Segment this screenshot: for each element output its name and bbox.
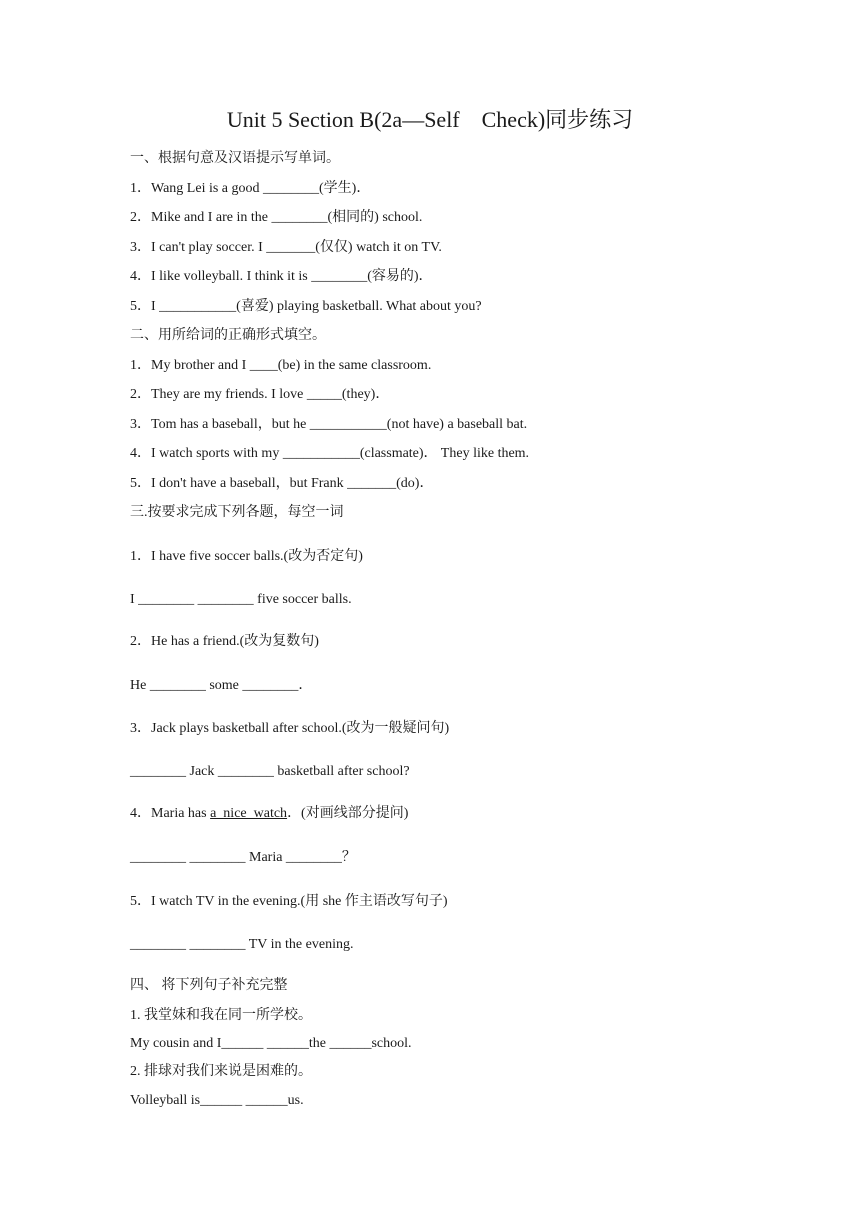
section-3-question-4 — [130, 803, 408, 825]
section-1-item-1: 1．Wang Lei is a good ________(学生)． — [130, 181, 371, 196]
section-3-question-1: 1．I have five soccer balls.(改为否定句) — [130, 549, 363, 564]
question-4-text-before: 4．Maria has — [130, 806, 211, 821]
section-1-item-5: 5．I ___________(喜爱) playing basketball. What about you? — [130, 299, 482, 314]
section-4-heading: 四、 将下列句子补充完整 — [130, 978, 288, 993]
section-3-question-3: 3．Jack plays basketball after school.(改为一般疑问句) — [130, 721, 450, 736]
section-4-chinese-1: 1. 我堂妹和我在同一所学校。 — [130, 1008, 312, 1023]
section-4-english-1: My cousin and I______ ______the ______school. — [130, 1036, 412, 1051]
section-3-answer-5: ________ ________ TV in the evening. — [130, 937, 354, 952]
section-2-item-2: 2．They are my friends. I love _____(they)． — [130, 387, 390, 402]
underlined-phrase: a nice watch — [210, 806, 288, 821]
section-1-heading: 一、根据句意及汉语提示写单词。 — [130, 151, 340, 166]
page-title: Unit 5 Section B(2a—Self Check)同步练习 — [226, 107, 634, 132]
section-3-answer-3: ________ Jack ________ basketball after school? — [130, 764, 410, 779]
question-4-text-after: ．(对画线部分提问) — [287, 806, 409, 821]
section-1-item-3: 3．I can't play soccer. I _______(仅仅) watch it on TV. — [130, 240, 442, 255]
section-3-answer-4: ________ ________ Maria ________？ — [130, 850, 356, 865]
section-2-item-4: 4．I watch sports with my ___________(classmate)． They like them. — [130, 446, 530, 461]
section-3-heading: 三.按要求完成下列各题，每空一词 — [130, 505, 344, 520]
section-3-question-2: 2．He has a friend.(改为复数句) — [130, 634, 319, 649]
section-1-item-2: 2．Mike and I are in the ________(相同的) school. — [130, 210, 423, 225]
section-2-item-5: 5．I don't have a baseball，but Frank _______(do)． — [130, 476, 434, 491]
section-4-chinese-2: 2. 排球对我们来说是困难的。 — [130, 1064, 312, 1079]
section-3-question-5: 5．I watch TV in the evening.(用 she 作主语改写句子) — [130, 894, 448, 909]
section-3-answer-1: I ________ ________ five soccer balls. — [130, 592, 352, 607]
section-3-answer-2: He ________ some ________． — [130, 678, 313, 693]
section-4-english-2: Volleyball is______ ______us. — [130, 1093, 304, 1108]
section-2-item-1: 1．My brother and I ____(be) in the same classroom. — [130, 358, 432, 373]
section-1-item-4: 4．I like volleyball. I think it is ________(容易的)． — [130, 269, 433, 284]
section-2-item-3: 3．Tom has a baseball，but he ___________(not have) a baseball bat. — [130, 417, 528, 432]
section-2-heading: 二、用所给词的正确形式填空。 — [130, 328, 326, 343]
